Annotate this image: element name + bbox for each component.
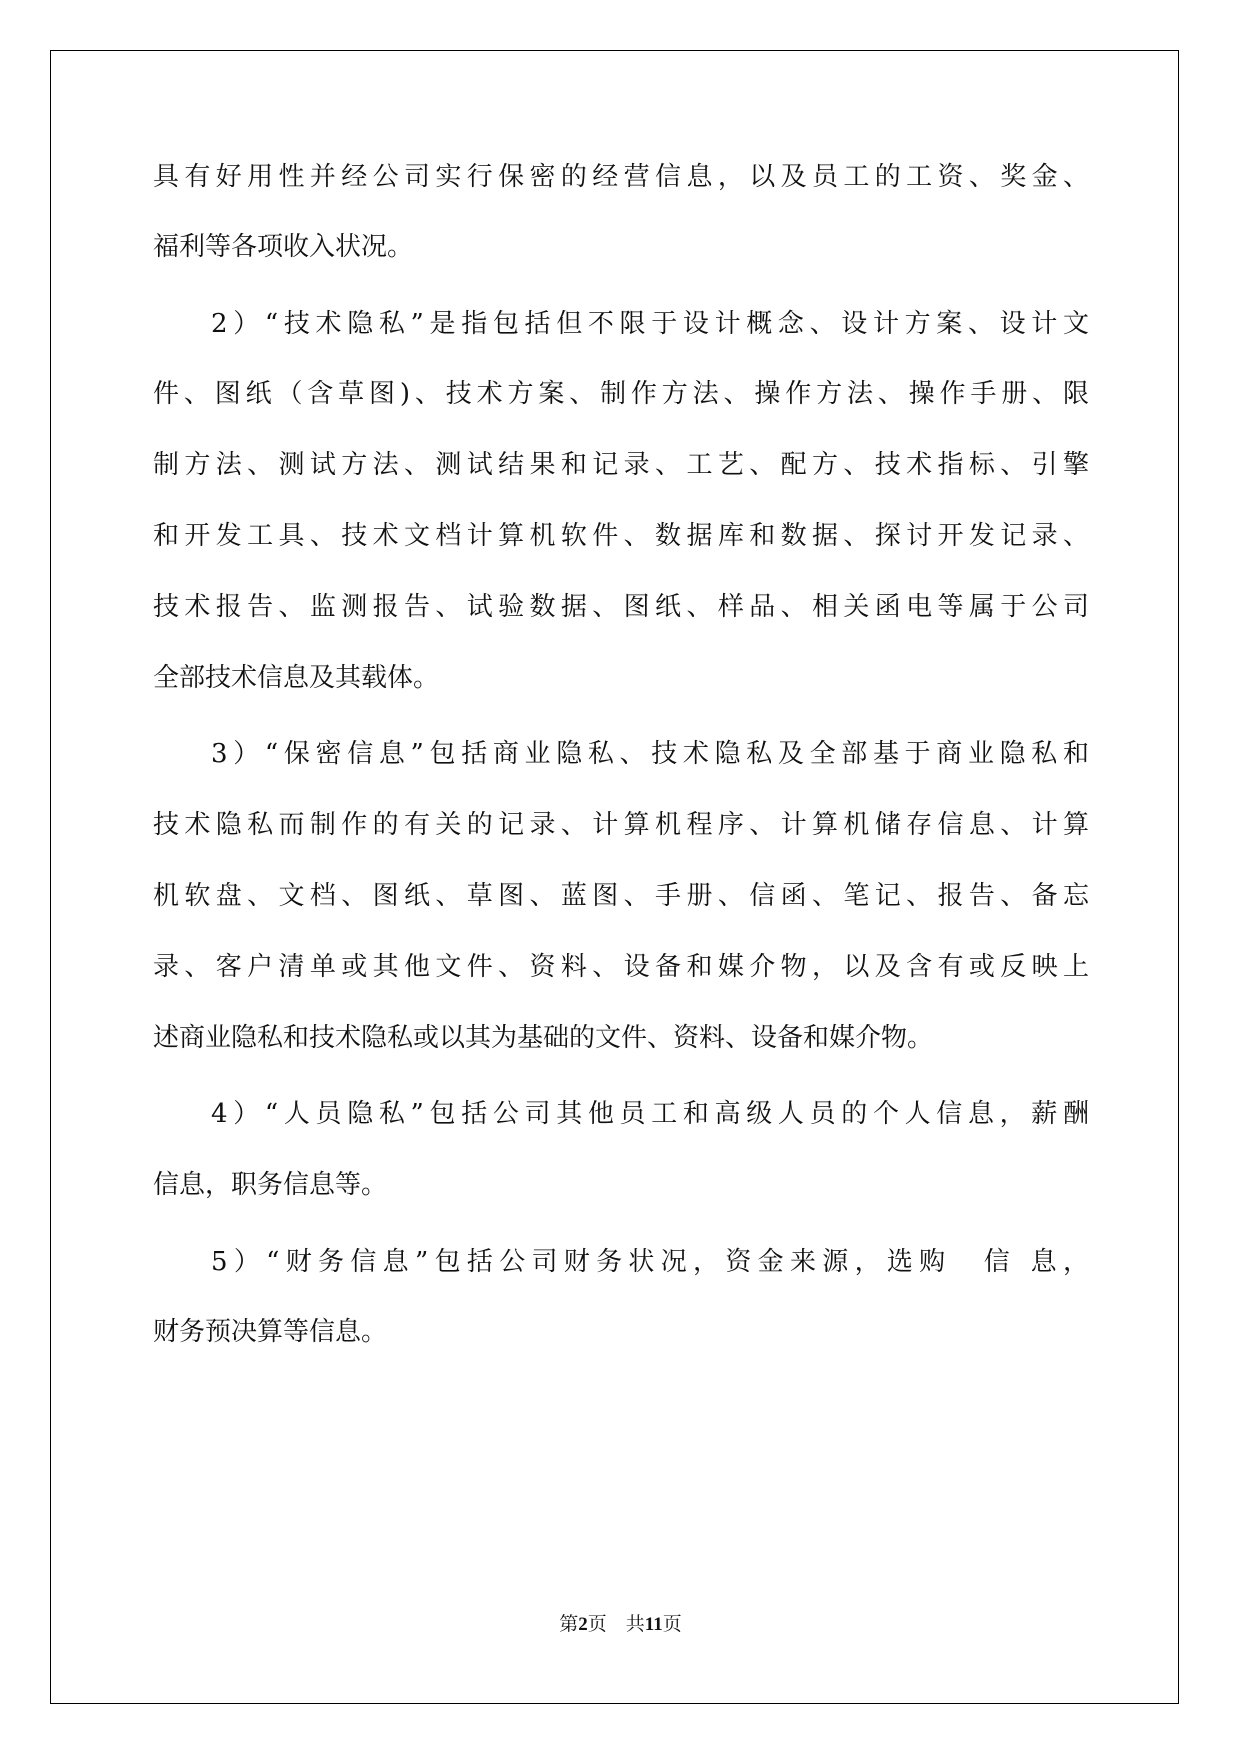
text-line-3: 2）“技术隐私”是指包括但不限于设计概念、设计方案、设计文 <box>211 309 1089 339</box>
page-prefix: 第 <box>559 1614 579 1635</box>
text-line-4: 件、图纸（含草图)、技术方案、制作方法、操作方法、操作手册、限 <box>153 379 1089 409</box>
text-line-7: 技术报告、监测报告、试验数据、图纸、样品、相关函电等属于公司 <box>153 592 1089 622</box>
page-border <box>50 50 1179 1704</box>
total-suffix: 页 <box>662 1614 682 1635</box>
total-pages: 11 <box>644 1614 663 1635</box>
text-line-11: 机软盘、文档、图纸、草图、蓝图、手册、信函、笔记、报告、备忘 <box>153 881 1089 911</box>
text-line-9: 3）“保密信息”包括商业隐私、技术隐私及全部基于商业隐私和 <box>211 739 1089 769</box>
text-line-13: 述商业隐私和技术隐私或以其为基础的文件、资料、设备和媒介物。 <box>153 1023 934 1053</box>
text-line-15: 信息，职务信息等。 <box>153 1170 388 1200</box>
page-number: 2 <box>578 1614 588 1635</box>
text-line-5: 制方法、测试方法、测试结果和记录、工艺、配方、技术指标、引擎 <box>153 450 1089 480</box>
text-line-14: 4）“人员隐私”包括公司其他员工和高级人员的个人信息，薪酬 <box>211 1099 1089 1129</box>
text-line-16: 5）“财务信息”包括公司财务状况，资金来源，选购 信 息， <box>211 1247 1089 1277</box>
text-line-10: 技术隐私而制作的有关的记录、计算机程序、计算机储存信息、计算 <box>153 810 1089 840</box>
text-line-17: 财务预决算等信息。 <box>153 1317 388 1347</box>
page-suffix: 页 <box>587 1614 607 1635</box>
text-line-12: 录、客户清单或其他文件、资料、设备和媒介物，以及含有或反映上 <box>153 952 1089 982</box>
text-line-8: 全部技术信息及其载体。 <box>153 663 440 693</box>
total-prefix: 共 <box>625 1614 645 1635</box>
text-line-6: 和开发工具、技术文档计算机软件、数据库和数据、探讨开发记录、 <box>153 521 1089 551</box>
page-footer <box>0 1613 1241 1637</box>
text-line-2: 福利等各项收入状况。 <box>153 232 414 262</box>
text-line-1: 具有好用性并经公司实行保密的经营信息，以及员工的工资、奖金、 <box>153 162 1089 192</box>
